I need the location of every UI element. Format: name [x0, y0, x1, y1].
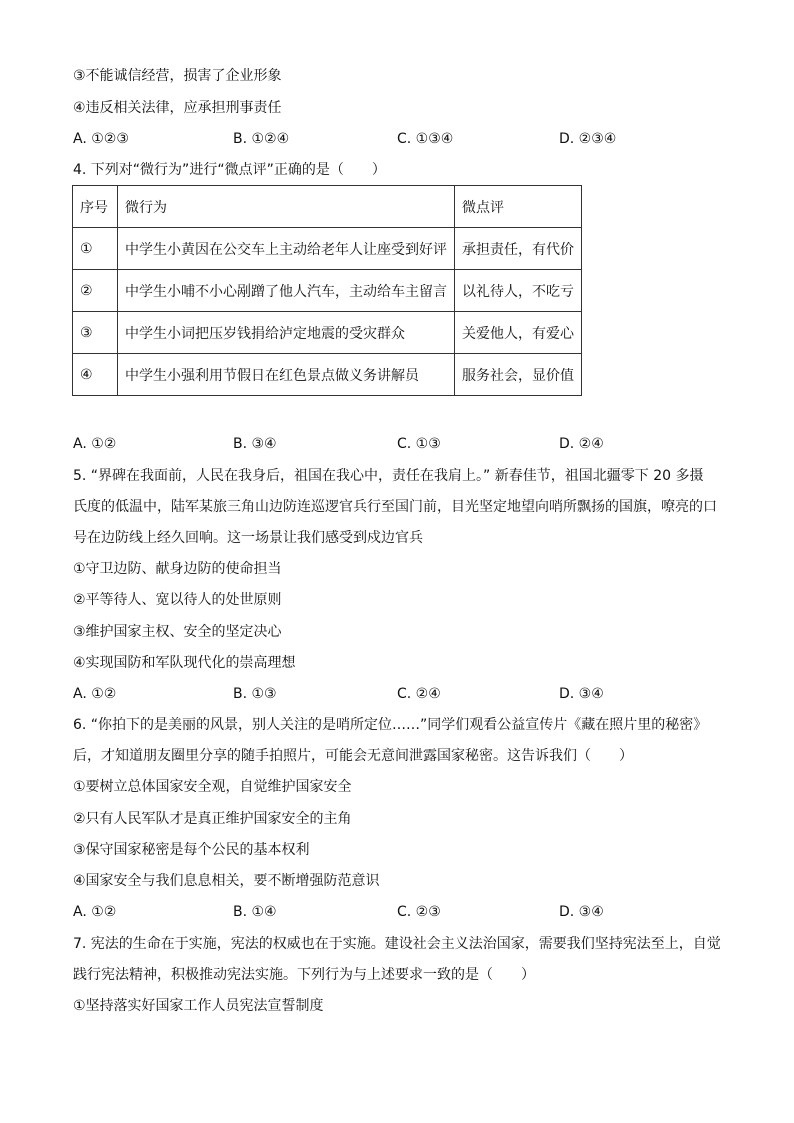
q6-stem-line-2: 后，才知道朋友圈里分享的随手拍照片，可能会无意间泄露国家秘密。这告诉我们（ ）	[73, 748, 633, 764]
table-cell-comment: 服务社会，显价值	[455, 354, 582, 396]
table-header-cell: 微行为	[118, 186, 455, 228]
table-cell-behavior: 中学生小黄因在公交车上主动给老年人让座受到好评	[118, 228, 455, 270]
q6-option-d: D. ③④	[559, 904, 604, 920]
q3-option-b: B. ①②④	[233, 131, 290, 147]
q6-item-3: ③保守国家秘密是每个公民的基本权利	[73, 842, 310, 858]
q7-stem-line-1: 7. 宪法的生命在于实施，宪法的权威也在于实施。建设社会主义法治国家，需要我们坚持宪法至上，自觉	[73, 936, 721, 952]
q4-table	[72, 185, 582, 396]
q5-stem-line-3: 号在边防线上经久回响。这一场景让我们感受到戍边官兵	[73, 530, 423, 546]
q4-stem: 4. 下列对“微行为”进行“微点评”正确的是（ ）	[73, 162, 386, 178]
table-cell-comment: 承担责任，有代价	[455, 228, 582, 270]
table-cell-comment: 以礼待人，不吃亏	[455, 270, 582, 312]
table-header-cell: 微点评	[455, 186, 582, 228]
q5-stem-line-2: 氏度的低温中，陆军某旅三角山边防连巡逻官兵行至国门前，目光坚定地望向哨所飘扬的国旗，嘹亮的口	[73, 499, 717, 515]
q5-item-2: ②平等待人、宽以待人的处世原则	[73, 592, 282, 608]
table-cell-index: ③	[73, 312, 118, 354]
q3-option-a: A. ①②③	[73, 131, 129, 147]
q7-item-1: ①坚持落实好国家工作人员宪法宣誓制度	[73, 998, 324, 1014]
table-cell-behavior: 中学生小强利用节假日在红色景点做义务讲解员	[118, 354, 455, 396]
table-cell-index: ④	[73, 354, 118, 396]
table-row	[73, 228, 582, 270]
q5-option-d: D. ③④	[559, 686, 604, 702]
q5-option-a: A. ①②	[73, 686, 117, 702]
table-row	[73, 312, 582, 354]
q5-option-b: B. ①③	[233, 686, 277, 702]
q5-item-4: ④实现国防和军队现代化的崇高理想	[73, 655, 296, 671]
q5-item-3: ③维护国家主权、安全的坚定决心	[73, 624, 282, 640]
q3-options	[73, 129, 733, 149]
q4-options	[73, 434, 733, 454]
q6-option-a: A. ①②	[73, 904, 117, 920]
q4-option-b: B. ③④	[233, 436, 277, 452]
table-cell-comment: 关爱他人，有爱心	[455, 312, 582, 354]
q6-option-b: B. ①④	[233, 904, 277, 920]
table-row	[73, 270, 582, 312]
q3-item-3: ③不能诚信经营，损害了企业形象	[73, 68, 282, 84]
q5-item-1: ①守卫边防、献身边防的使命担当	[73, 561, 282, 577]
q5-options	[73, 684, 733, 704]
q5-option-c: C. ②④	[397, 686, 441, 702]
q5-stem-line-1: 5. “界碑在我面前，人民在我身后，祖国在我心中，责任在我肩上。” 新春佳节，祖国北疆零下 20 多摄	[73, 468, 704, 484]
table-cell-index: ①	[73, 228, 118, 270]
table-cell-behavior: 中学生小哺不小心剐蹭了他人汽车，主动给车主留言	[118, 270, 455, 312]
q3-item-4: ④违反相关法律，应承担刑事责任	[73, 100, 282, 116]
q6-option-c: C. ②③	[397, 904, 441, 920]
q4-option-d: D. ②④	[559, 436, 604, 452]
q6-item-2: ②只有人民军队才是真正维护国家安全的主角	[73, 811, 352, 827]
table-header-row	[73, 186, 582, 228]
q4-option-c: C. ①③	[397, 436, 441, 452]
q3-option-d: D. ②③④	[559, 131, 617, 147]
q6-item-1: ①要树立总体国家安全观，自觉维护国家安全	[73, 779, 352, 795]
q3-option-c: C. ①③④	[397, 131, 454, 147]
q6-item-4: ④国家安全与我们息息相关，要不断增强防范意识	[73, 873, 380, 889]
q4-option-a: A. ①②	[73, 436, 117, 452]
table-row	[73, 354, 582, 396]
q7-stem-line-2: 践行宪法精神，积极推动宪法实施。下列行为与上述要求一致的是（ ）	[73, 967, 535, 983]
q6-stem-line-1: 6. “你拍下的是美丽的风景，别人关注的是哨所定位……”同学们观看公益宣传片《藏在照片里的秘密》	[73, 717, 708, 733]
table-cell-index: ②	[73, 270, 118, 312]
q6-options	[73, 902, 733, 922]
table-header-cell: 序号	[73, 186, 118, 228]
table-cell-behavior: 中学生小词把压岁钱捐给泸定地震的受灾群众	[118, 312, 455, 354]
